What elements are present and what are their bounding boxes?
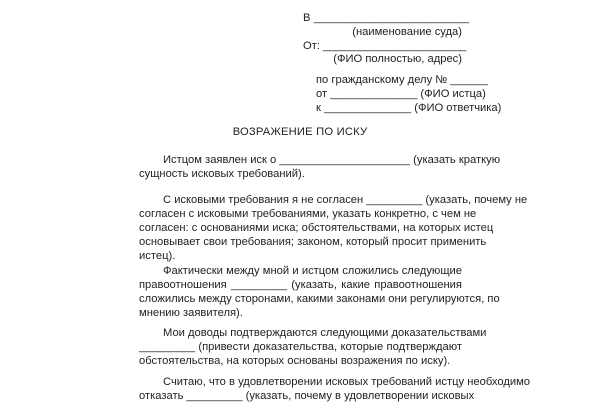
paragraph-line: С исковыми требования я не согласен _________ (указать, почему не xyxy=(163,194,528,206)
paragraph-line: Истцом заявлен иск о _____________________ (указать краткую xyxy=(163,154,501,166)
paragraph-line: _________ (привести доказательства, которые подтверждают xyxy=(139,341,462,353)
paragraph-line: отказать _________ (указать, почему в удовлетворении исковых xyxy=(139,390,475,402)
from-line: От: _______________________ xyxy=(303,40,467,52)
case-number-line: по гражданскому делу № ______ xyxy=(316,74,488,86)
paragraph-line: обстоятельства, на которых основаны возражения по иску). xyxy=(139,355,451,367)
paragraph-line: сложились между сторонами, какими законами они регулируются, по xyxy=(139,293,500,305)
paragraph-conclusion xyxy=(139,375,531,403)
paragraph-claim xyxy=(139,153,501,181)
paragraph-line: мнению заявителя). xyxy=(139,307,243,319)
from-note: (ФИО полностью, адрес) xyxy=(333,53,462,65)
paragraph-line: согласен: с основаниями иска; обстоятельствами, на которых истец xyxy=(139,222,494,234)
paragraph-line: Считаю, что в удовлетворении исковых требований истцу необходимо xyxy=(163,376,531,388)
paragraph-line: согласен с исковыми требованиями, указать конкретно, с чем не xyxy=(139,208,477,220)
paragraph-line: основывает свои требования; законом, который просит применить xyxy=(139,236,487,248)
paragraph-line: Мои доводы подтверждаются следующими доказательствами xyxy=(163,327,487,339)
court-note: (наименование суда) xyxy=(352,26,462,38)
paragraph-line: правоотношения _________ (указать, какие правоотношения xyxy=(139,279,462,291)
court-line: В _________________________ xyxy=(303,12,470,24)
paragraph-relations xyxy=(139,264,500,320)
paragraph-evidence xyxy=(139,326,487,368)
paragraph-line: истец). xyxy=(139,250,176,262)
paragraph-line: сущность исковых требований). xyxy=(139,168,305,180)
defendant-line: к ______________ (ФИО ответчика) xyxy=(316,102,502,114)
plaintiff-line: от ______________ (ФИО истца) xyxy=(316,88,486,100)
paragraph-line: Фактически между мной и истцом сложились следующие xyxy=(163,265,462,277)
paragraph-disagreement xyxy=(139,193,528,263)
document-title: ВОЗРАЖЕНИЕ ПО ИСКУ xyxy=(232,126,368,138)
